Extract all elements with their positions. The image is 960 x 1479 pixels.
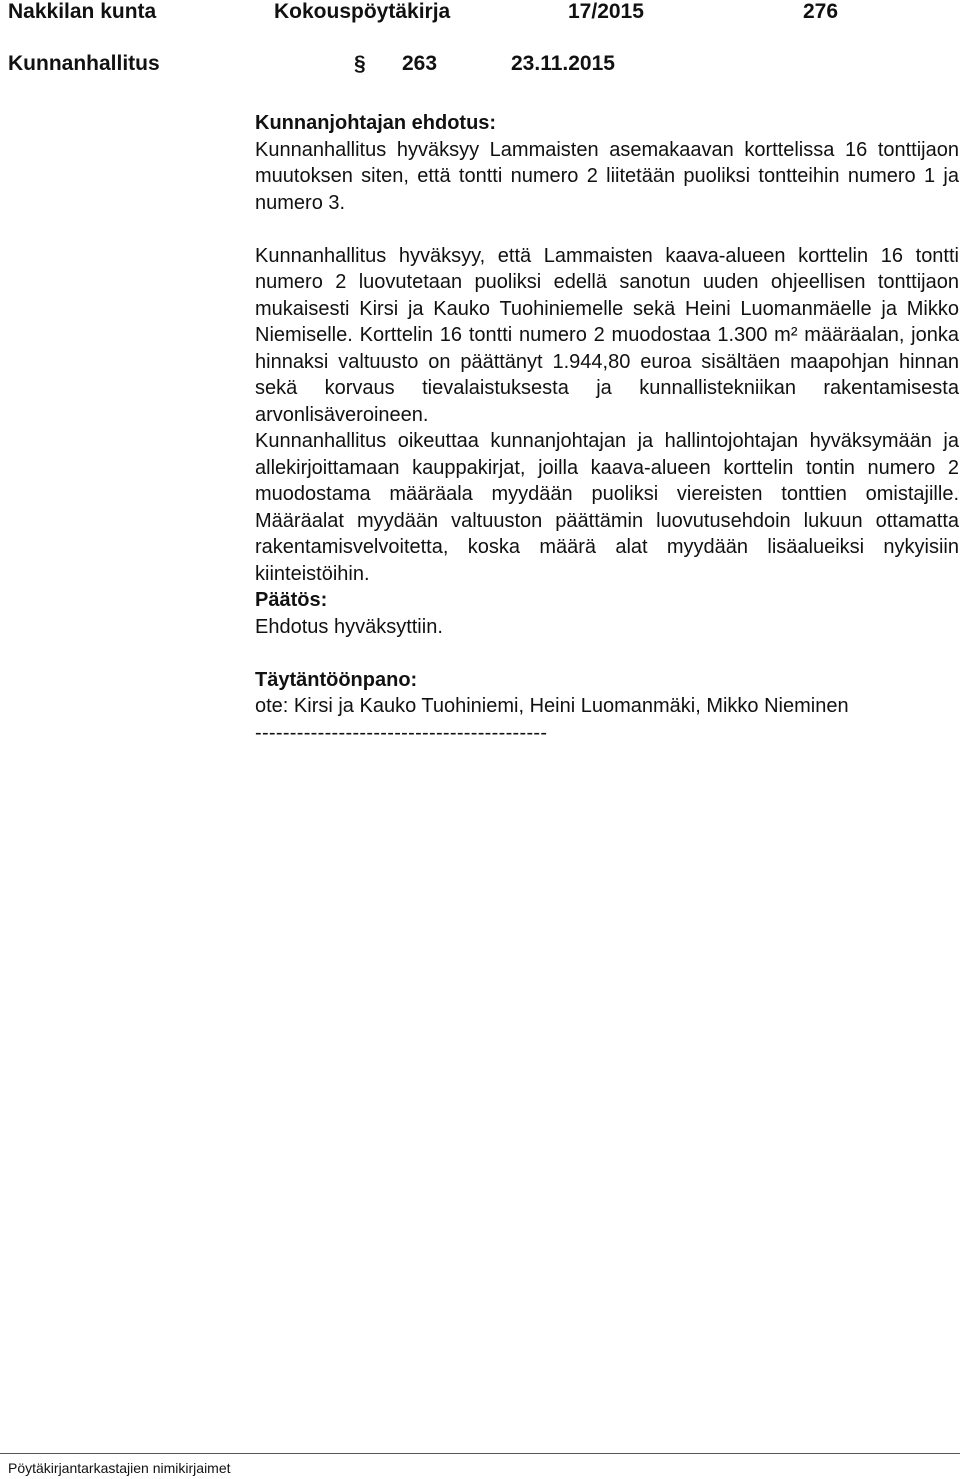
decision-text: Ehdotus hyväksyttiin.: [255, 615, 443, 638]
execution-label: Täytäntöönpano:: [255, 668, 418, 691]
footer-initials-label: Pöytäkirjantarkastajien nimikirjaimet: [8, 1460, 231, 1476]
page-number: 276: [803, 0, 839, 23]
execution-block: [255, 667, 959, 720]
proposal-paragraph-2: Kunnanhallitus hyväksyy, että Lammaisten kaava-alueen korttelin 16 tontti numero 2 luovutetaan puoliksi edellä sanotun uuden ohjeellisen tonttijaon mukaisesti Kirsi ja Kauko Tuohiniemelle sekä Heini Luomanmäelle ja Mikko Niemiselle. Korttelin 16 tontti numero 2 muodostaa 1.300 m² määräalan, jonka hinnaksi valtuusto on päättänyt 1.944,80 euroa sisältäen maapohjan hinnan sekä korvaus tievalaistuksesta ja kunnallistekniikan rakentamisesta arvonlisäveroineen.: [255, 244, 959, 426]
proposal-paragraph-1: Kunnanhallitus hyväksyy Lammaisten asemakaavan korttelissa 16 tonttijaon muutoksen siten, että tontti numero 2 liitetään puoliksi tontteihin numero 1 ja numero 3.: [255, 138, 959, 214]
decision-block: [255, 587, 959, 640]
separator-line: ------------------------------------------: [255, 721, 548, 744]
minutes-body: [255, 110, 959, 746]
meeting-number: 17/2015: [568, 0, 644, 23]
proposal-block: [255, 110, 959, 216]
governing-body: Kunnanhallitus: [8, 52, 160, 75]
section-number: 263: [402, 52, 438, 75]
document-type: Kokouspöytäkirja: [274, 0, 451, 23]
proposal-label: Kunnanjohtajan ehdotus:: [255, 112, 497, 134]
execution-text: ote: Kirsi ja Kauko Tuohiniemi, Heini Luomanmäki, Mikko Nieminen: [255, 695, 849, 717]
section-sign: §: [354, 52, 366, 75]
meeting-date: 23.11.2015: [511, 52, 615, 75]
decision-label: Päätös:: [255, 589, 328, 611]
proposal-paragraph-3: Kunnanhallitus oikeuttaa kunnanjohtajan ja hallintojohtajan hyväksymään ja allekirjoittamaan kauppakirjat, joilla kaava-alueen korttelin tontin numero 2 muodostama määräala myydään puoliksi viereisten tonttien omistajille. Määräalat myydään valtuuston päättämin luovutusehdoin lukuun ottamatta rakentamisvelvoitetta, koska määrä alat myydään lisäalueiksi nykyisiin kiinteistöihin.: [255, 430, 959, 585]
municipality-name: Nakkilan kunta: [8, 0, 157, 23]
footer-rule: [0, 1453, 960, 1454]
